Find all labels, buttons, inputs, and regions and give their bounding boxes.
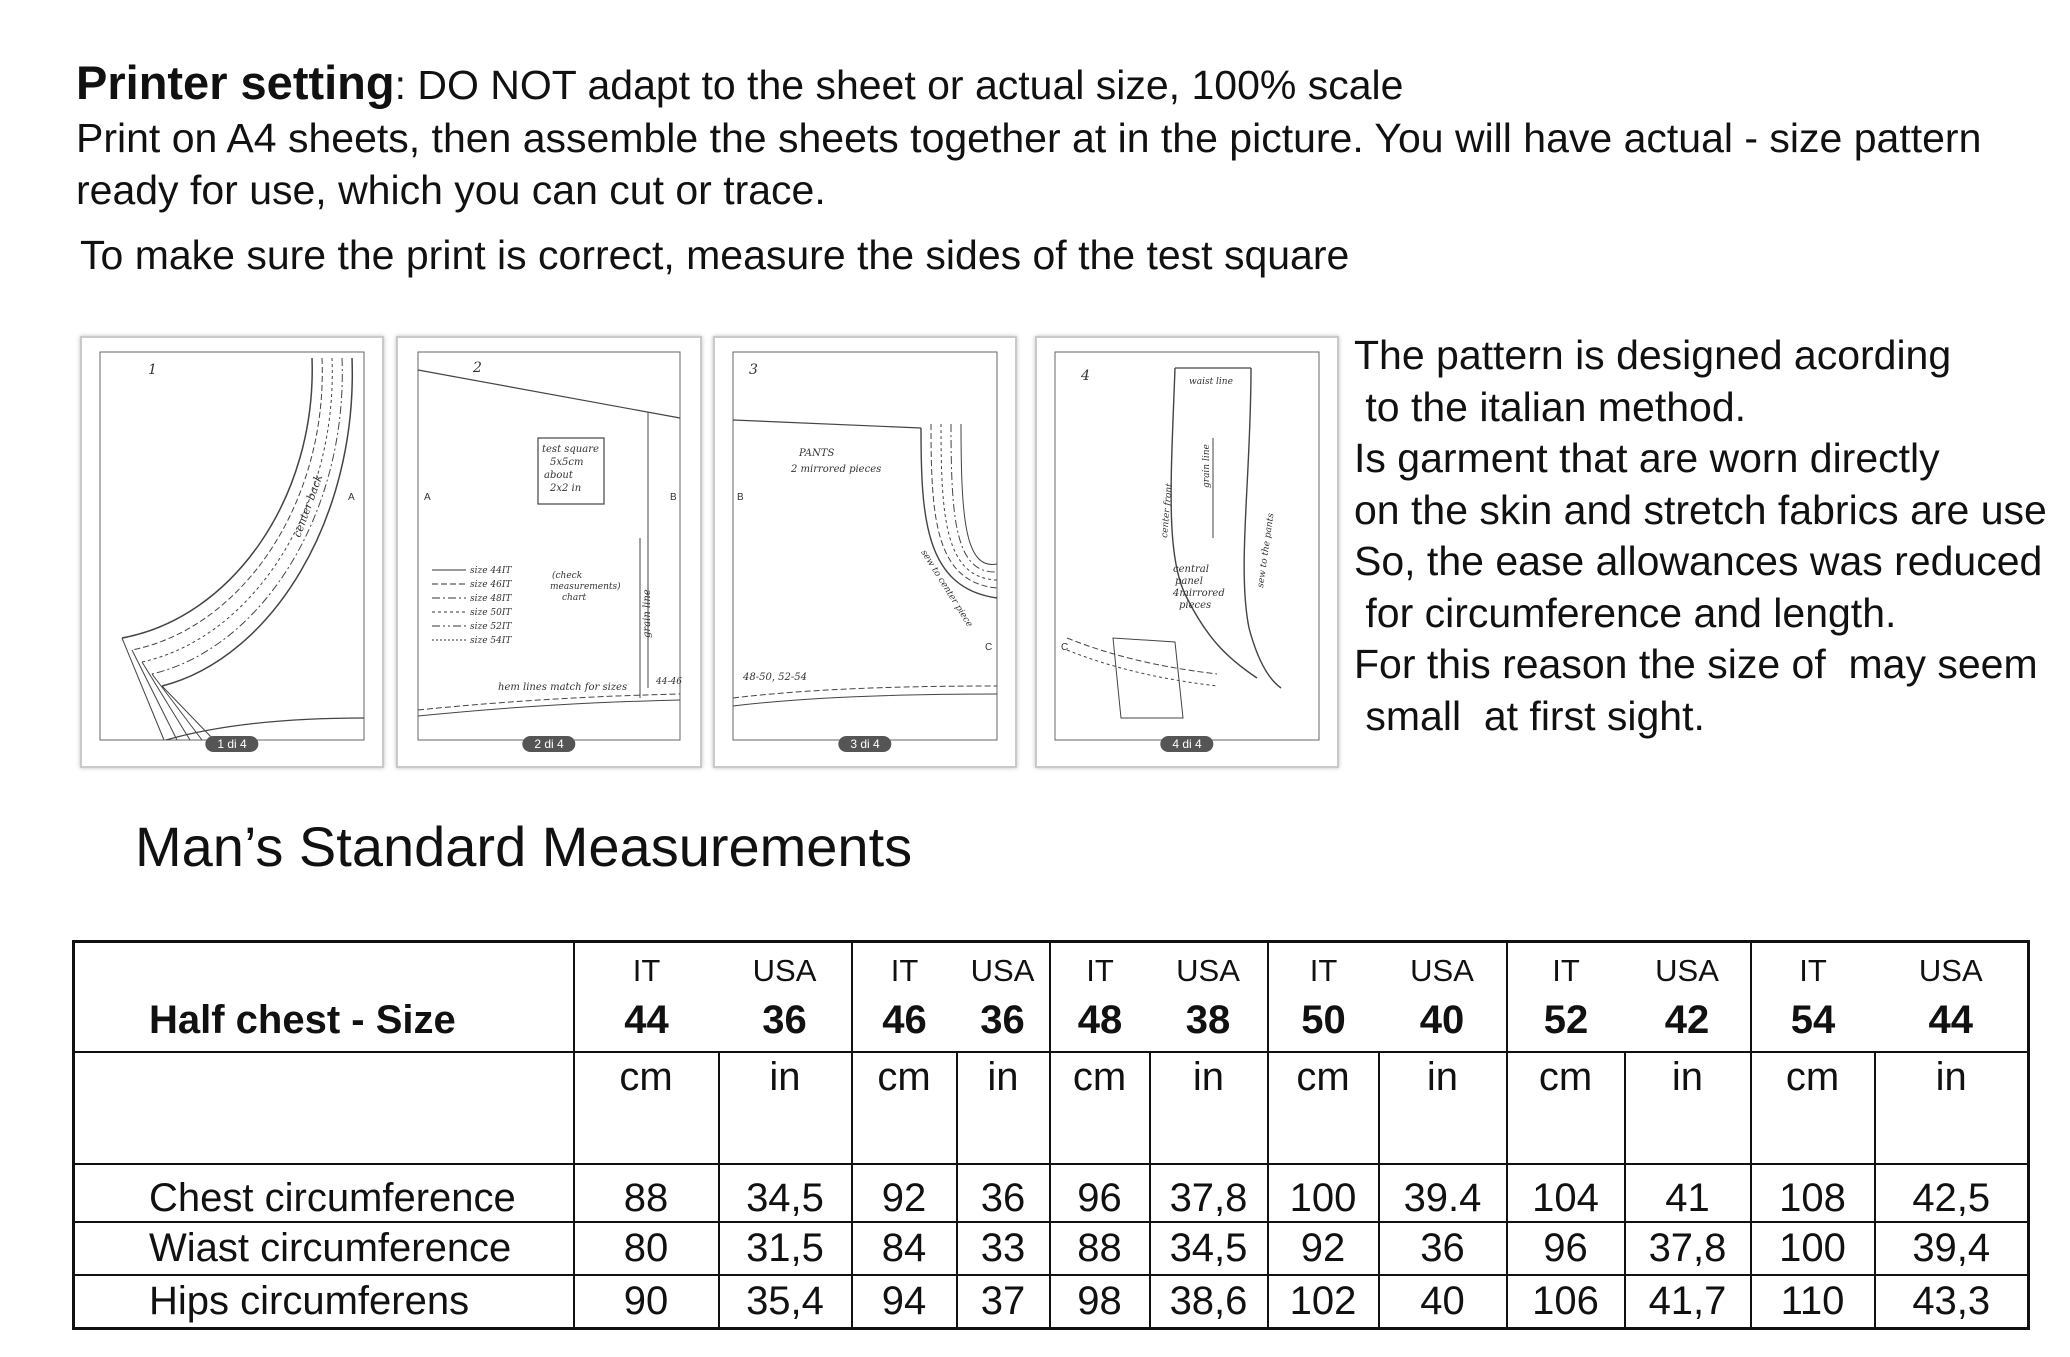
measurement-value: 96 <box>1507 1222 1625 1275</box>
measurement-value: 43,3 <box>1875 1275 2029 1329</box>
spacer-cell <box>719 1113 852 1164</box>
svg-text:chart: chart <box>562 593 587 603</box>
spacer-cell <box>1751 1113 1875 1164</box>
measurement-value: 37,8 <box>1625 1222 1751 1275</box>
size-system-label: IT <box>1050 942 1150 990</box>
size-system-label: IT <box>1268 942 1379 990</box>
unit-label-cell <box>74 1052 574 1113</box>
spacer-cell <box>1625 1113 1751 1164</box>
sheet-3-number: 3 <box>749 362 758 378</box>
size-system-label: USA <box>752 953 817 988</box>
pattern-sheet-2-drawing <box>398 338 700 766</box>
measurements-table <box>72 940 2030 1330</box>
measurement-value: 90 <box>574 1275 719 1329</box>
measurement-value: 34,5 <box>1150 1222 1268 1275</box>
svg-text:size 52IT: size 52IT <box>470 622 512 632</box>
spacer-cell <box>852 1113 957 1164</box>
spacer-cell <box>1875 1113 2029 1164</box>
svg-text:sew to the pants: sew to the pants <box>1256 512 1277 589</box>
pattern-sheet-4-drawing <box>1037 338 1337 766</box>
measurement-value: 38,6 <box>1150 1275 1268 1329</box>
measurements-title: Man’s Standard Measurements <box>135 815 913 878</box>
table-row <box>74 1222 2029 1275</box>
measurement-value: 106 <box>1507 1275 1625 1329</box>
unit-cm: cm <box>1751 1052 1875 1113</box>
side-note-line: The pattern is designed acording <box>1354 332 1952 378</box>
measurement-value: 37 <box>957 1275 1050 1329</box>
svg-text:hem lines match for sizes: hem lines match for sizes <box>498 682 628 693</box>
size-value-it: 52 <box>1507 989 1625 1052</box>
side-note-line: on the skin and stretch fabrics are use <box>1354 486 2047 533</box>
size-value-usa: 36 <box>719 989 852 1052</box>
measurement-label: Chest circumference <box>74 1164 574 1222</box>
svg-text:pieces: pieces <box>1179 600 1212 611</box>
svg-text:2 mirrored pieces: 2 mirrored pieces <box>791 464 882 475</box>
svg-text:C: C <box>985 642 993 653</box>
table-header-row <box>74 942 2029 990</box>
svg-text:B: B <box>670 492 677 503</box>
measurement-value: 104 <box>1507 1164 1625 1222</box>
side-note-line: to the italian method. <box>1354 383 1747 430</box>
unit-in: in <box>957 1052 1050 1113</box>
pattern-sheet-1 <box>80 336 384 768</box>
svg-text:size 54IT: size 54IT <box>470 636 512 646</box>
spacer-cell <box>1268 1113 1379 1164</box>
printer-setting-line <box>76 58 1403 110</box>
pattern-sheet-3-drawing <box>715 338 1015 766</box>
half-chest-size-label: Half chest - Size <box>74 989 574 1052</box>
measurement-label: Hips circumferens <box>149 1279 470 1323</box>
measurement-value: 102 <box>1268 1275 1379 1329</box>
size-system-label: IT <box>1751 942 1875 990</box>
svg-text:panel: panel <box>1175 576 1203 587</box>
measurement-value: 36 <box>957 1164 1050 1222</box>
measurement-value: 39.4 <box>1379 1164 1507 1222</box>
measurement-value: 41,7 <box>1625 1275 1751 1329</box>
sheet-1-center-back: center back <box>290 472 326 540</box>
side-note-line: for circumference and length. <box>1354 589 1897 636</box>
measurement-value: 36 <box>1379 1222 1507 1275</box>
spacer-cell <box>1507 1113 1625 1164</box>
measurement-value: 110 <box>1751 1275 1875 1329</box>
measurement-value: 31,5 <box>719 1222 852 1275</box>
measurement-label: Wiast circumference <box>74 1222 574 1275</box>
spacer-cell <box>957 1113 1050 1164</box>
size-row <box>74 989 2029 1052</box>
size-value-usa: 40 <box>1379 989 1507 1052</box>
measurement-value: 88 <box>574 1164 719 1222</box>
measurement-value: 80 <box>574 1222 719 1275</box>
measurement-value: 39,4 <box>1875 1222 2029 1275</box>
measurement-value: 35,4 <box>719 1275 852 1329</box>
measurement-value: 100 <box>1268 1164 1379 1222</box>
measurement-value: 84 <box>852 1222 957 1275</box>
svg-text:grain line: grain line <box>1202 444 1212 488</box>
svg-text:test square: test square <box>542 444 599 455</box>
size-system-label: IT <box>1507 942 1625 990</box>
sheet-1-page-badge: 1 di 4 <box>205 736 258 752</box>
printer-setting-label: Printer setting <box>76 56 395 109</box>
size-system-label: IT <box>852 942 957 990</box>
size-value-it: 50 <box>1268 989 1379 1052</box>
sheet-4-page-badge: 4 di 4 <box>1160 736 1213 752</box>
measurement-value: 92 <box>1268 1222 1379 1275</box>
size-value-it: 44 <box>574 989 719 1052</box>
pattern-sheet-2 <box>396 336 702 768</box>
unit-cm: cm <box>852 1052 957 1113</box>
measurement-value: 108 <box>1751 1164 1875 1222</box>
svg-text:B: B <box>737 492 744 503</box>
pattern-sheet-3 <box>713 336 1017 768</box>
svg-text:4mirrored: 4mirrored <box>1173 588 1225 599</box>
unit-in: in <box>719 1052 852 1113</box>
measurement-value: 41 <box>1625 1164 1751 1222</box>
svg-text:size 50IT: size 50IT <box>470 608 512 618</box>
size-value-it: 54 <box>1751 989 1875 1052</box>
svg-text:2x2 in: 2x2 in <box>550 483 582 494</box>
instruction-line-3: ready for use, which you can cut or trace. <box>76 167 826 213</box>
sheet-2-page-badge: 2 di 4 <box>522 736 575 752</box>
table-row <box>74 1164 2029 1222</box>
svg-text:sew to center piece: sew to center piece <box>918 548 975 630</box>
measurement-value: 42,5 <box>1875 1164 2029 1222</box>
measurement-value: 98 <box>1050 1275 1150 1329</box>
table-row <box>74 1275 2029 1329</box>
unit-cm: cm <box>1050 1052 1150 1113</box>
measurement-value: 92 <box>852 1164 957 1222</box>
measurement-value: 40 <box>1379 1275 1507 1329</box>
size-value-it: 48 <box>1050 989 1150 1052</box>
spacer-cell <box>74 1113 574 1164</box>
measurement-value: 33 <box>957 1222 1050 1275</box>
svg-text:central: central <box>1173 564 1209 575</box>
side-note-line: Is garment that are worn directly <box>1354 435 1940 481</box>
measurement-value: 88 <box>1050 1222 1150 1275</box>
printer-setting-text: : DO NOT adapt to the sheet or actual size, 100% scale <box>394 62 1404 108</box>
svg-text:size 48IT: size 48IT <box>470 594 512 604</box>
sheet-1-mark-a: A <box>348 492 355 503</box>
size-system-label: USA <box>1410 953 1474 988</box>
measurement-value: 94 <box>852 1275 957 1329</box>
sheet-2-number: 2 <box>473 360 482 376</box>
sheet-4-number: 4 <box>1081 368 1090 384</box>
svg-text:center front: center front <box>1160 482 1175 539</box>
measurement-value: 34,5 <box>719 1164 852 1222</box>
size-value-usa: 44 <box>1875 989 2029 1052</box>
side-note <box>1354 330 2047 742</box>
svg-text:(check: (check <box>552 571 583 581</box>
unit-in: in <box>1625 1052 1751 1113</box>
size-system-label: IT <box>574 942 719 990</box>
svg-text:5x5cm: 5x5cm <box>550 457 584 468</box>
size-system-label: USA <box>1655 953 1719 988</box>
unit-cm: cm <box>1507 1052 1625 1113</box>
unit-row <box>74 1052 2029 1113</box>
size-value-usa: 38 <box>1150 989 1268 1052</box>
spacer-cell <box>574 1113 719 1164</box>
svg-text:48-50, 52-54: 48-50, 52-54 <box>743 672 808 683</box>
unit-cm: cm <box>1268 1052 1379 1113</box>
spacer-cell <box>1050 1113 1150 1164</box>
size-value-it: 46 <box>852 989 957 1052</box>
sheet-3-page-badge: 3 di 4 <box>838 736 891 752</box>
header-label-cell <box>74 942 574 990</box>
spacer-row <box>74 1113 2029 1164</box>
instruction-line-2: Print on A4 sheets, then assemble the sheets together at in the picture. You will have actual - size pattern <box>76 115 1982 161</box>
svg-text:about: about <box>544 470 573 481</box>
svg-text:44-46: 44-46 <box>656 677 682 687</box>
instruction-line-4: To make sure the print is correct, measure the sides of the test square <box>80 232 1350 278</box>
unit-cm: cm <box>574 1052 719 1113</box>
sheet-1-number: 1 <box>148 362 157 378</box>
size-system-label: USA <box>1176 953 1240 988</box>
svg-text:PANTS: PANTS <box>799 448 835 459</box>
side-note-line: For this reason the size of may seem <box>1354 641 2038 687</box>
spacer-cell <box>1150 1113 1268 1164</box>
svg-text:measurements): measurements) <box>550 582 621 592</box>
size-system-label: USA <box>1918 953 1983 988</box>
side-note-line: So, the ease allowances was reduced <box>1354 538 2043 584</box>
svg-text:A: A <box>424 492 431 503</box>
svg-text:size 46IT: size 46IT <box>470 580 512 590</box>
svg-text:C: C <box>1061 642 1069 653</box>
measurement-value: 96 <box>1050 1164 1150 1222</box>
size-value-usa: 36 <box>957 989 1050 1052</box>
size-system-label: USA <box>970 953 1035 988</box>
unit-in: in <box>1150 1052 1268 1113</box>
spacer-cell <box>1379 1113 1507 1164</box>
pattern-sheet-1-drawing <box>82 338 382 766</box>
measurement-value: 37,8 <box>1150 1164 1268 1222</box>
pattern-sheet-4 <box>1035 336 1339 768</box>
svg-text:waist line: waist line <box>1189 377 1233 387</box>
unit-in: in <box>1875 1052 2029 1113</box>
unit-in: in <box>1379 1052 1507 1113</box>
svg-text:size 44IT: size 44IT <box>470 566 512 576</box>
svg-text:grain line: grain line <box>642 589 653 638</box>
measurement-value: 100 <box>1751 1222 1875 1275</box>
size-value-usa: 42 <box>1625 989 1751 1052</box>
side-note-line: small at first sight. <box>1354 692 1705 739</box>
